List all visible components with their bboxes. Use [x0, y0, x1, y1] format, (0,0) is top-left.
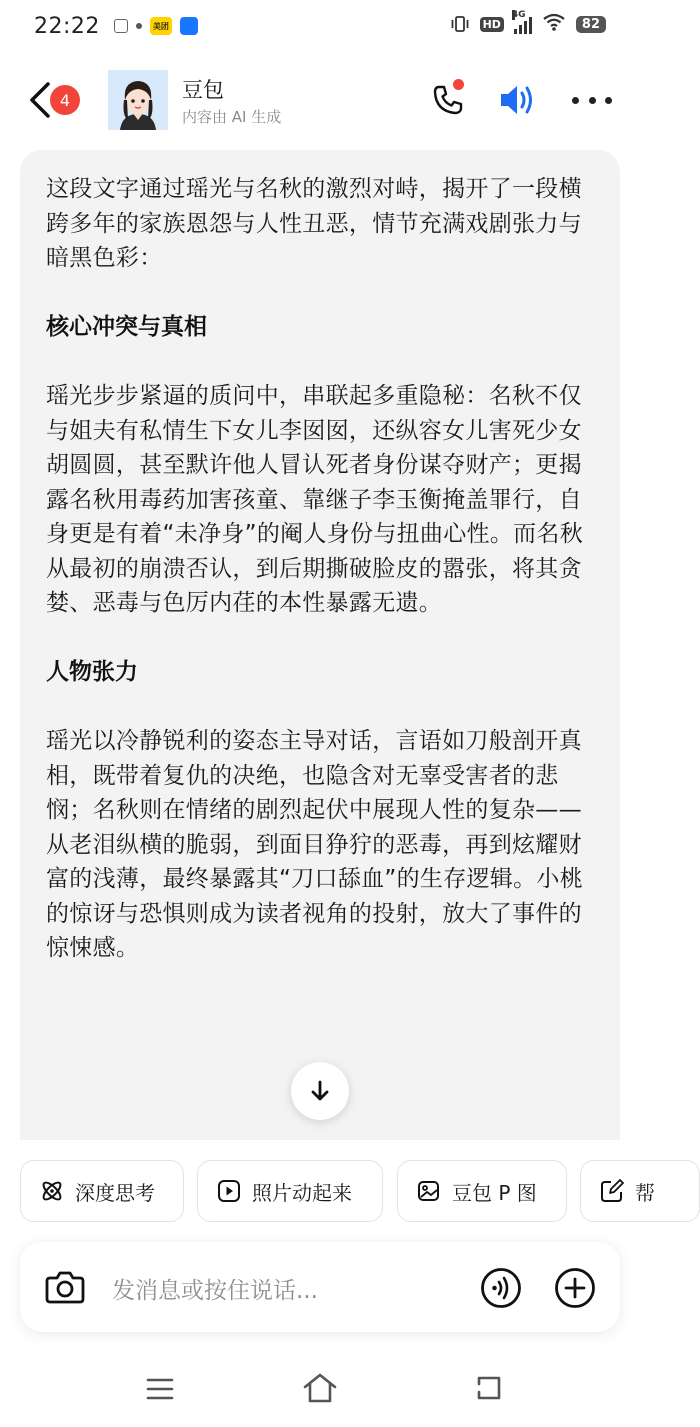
doubao-avatar-icon [108, 70, 168, 130]
ai-disclaimer: 内容由 AI 生成 [182, 108, 282, 126]
quick-action-label: 豆包 P 图 [452, 1180, 537, 1205]
photo-edit-button[interactable] [397, 1160, 567, 1222]
chat-header [0, 62, 640, 138]
more-dot [605, 97, 612, 104]
writing-help-button[interactable] [580, 1160, 700, 1222]
more-dot [589, 97, 596, 104]
section-heading-core-conflict: 核心冲突与真相 [46, 314, 207, 340]
menu-icon [146, 1376, 174, 1402]
arrow-down-icon [308, 1079, 332, 1103]
dot-notification-icon [136, 23, 142, 29]
more-options-button[interactable] [554, 1267, 596, 1309]
status-bar [0, 0, 640, 52]
speaker-button[interactable] [498, 82, 538, 118]
back-arrow-icon [474, 1374, 504, 1402]
battery-icon: 82 [576, 16, 606, 33]
notification-icons [114, 17, 198, 35]
speaker-icon [498, 82, 538, 118]
vibrate-icon [450, 14, 470, 34]
voice-call-button[interactable] [480, 1267, 522, 1309]
edit-icon [599, 1178, 625, 1204]
animate-photo-button[interactable] [197, 1160, 383, 1222]
ai-message-bubble[interactable] [20, 150, 620, 1140]
status-right [450, 12, 606, 36]
unread-badge: 4 [50, 85, 80, 115]
home-button[interactable] [302, 1372, 338, 1404]
section-heading-character-tension: 人物张力 [46, 659, 138, 685]
quick-action-label: 帮 [635, 1180, 655, 1205]
hd-icon: HD [480, 17, 504, 32]
chat-name: 豆包 [182, 78, 224, 102]
camera-button[interactable] [44, 1267, 86, 1307]
atom-icon [39, 1178, 65, 1204]
scroll-to-bottom-button[interactable] [291, 1062, 349, 1120]
image-edit-icon [416, 1178, 442, 1204]
plus-circle-icon [554, 1267, 596, 1309]
meituan-notification-icon: 美团 [150, 17, 172, 35]
status-time: 22:22 [34, 13, 100, 39]
section-body-core-conflict: 瑶光步步紧逼的质问中，串联起多重隐秘：名秋不仅与姐夫有私情生下女儿李囡囡，还纵容女儿害死少女胡圆圆，甚至默许他人冒认死者身份谋夺财产；更揭露名秋用毒药加害孩童、靠继子李玉衡掩盖罪行，自身更是有着“未净身”的阉人身份与扭曲心性。而名秋从最初的崩溃否认，到后期撕破脸皮的嚣张，将其贪婪、恶毒与色厉内荏的本性暴露无遗。 [46, 383, 584, 616]
message-input[interactable]: 发消息或按住说话... [112, 1278, 318, 1304]
wifi-icon [542, 12, 566, 36]
signal-icon [511, 10, 532, 34]
network-label: 4G [511, 10, 526, 20]
deep-think-button[interactable] [20, 1160, 184, 1222]
system-nav-bar [0, 1368, 640, 1412]
quick-actions-row [20, 1160, 655, 1222]
voice-wave-icon [480, 1267, 522, 1309]
play-icon [216, 1178, 242, 1204]
gallery-notification-icon [114, 19, 128, 33]
avatar[interactable] [108, 70, 168, 130]
system-back-button[interactable] [474, 1374, 504, 1402]
message-input-bar [20, 1242, 620, 1332]
more-button[interactable] [572, 88, 612, 112]
section-body-character-tension: 瑶光以冷静锐利的姿态主导对话，言语如刀般剖开真相，既带着复仇的决绝，也隐含对无辜受害者的悲悯；名秋则在情绪的剧烈起伏中展现人性的复杂——从老泪纵横的脆弱，到面目狰狞的恶毒，再到炫耀财富的浅薄，最终暴露其“刀口舔血”的生存逻辑。小桃的惊讶与恐惧则成为读者视角的投射，放大了事件的惊悚感。 [46, 728, 584, 961]
call-notification-dot [453, 79, 464, 90]
recent-apps-button[interactable] [146, 1376, 174, 1402]
home-icon [302, 1372, 338, 1404]
message-intro: 这段文字通过瑶光与名秋的激烈对峙，揭开了一段横跨多年的家族恩怨与人性丑恶，情节充满戏剧张力与暗黑色彩： [46, 176, 582, 271]
camera-icon [44, 1267, 86, 1307]
app-notification-icon [180, 17, 198, 35]
quick-action-label: 照片动起来 [252, 1180, 352, 1205]
more-dot [572, 97, 579, 104]
quick-action-label: 深度思考 [75, 1180, 155, 1205]
